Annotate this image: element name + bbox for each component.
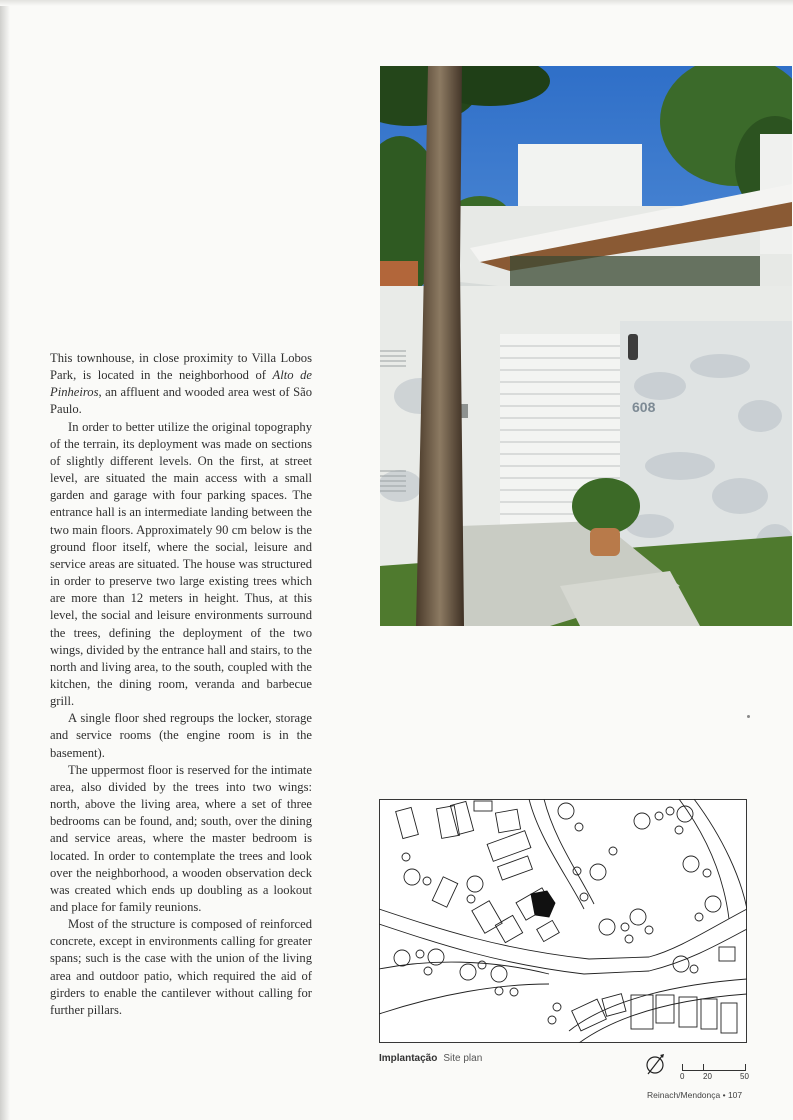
north-arrow-icon <box>644 1052 666 1083</box>
house-photo <box>380 66 792 626</box>
scale-label-0: 0 <box>680 1072 685 1081</box>
site-plan-caption <box>379 1053 482 1064</box>
paragraph-4: The uppermost floor is reserved for the intimate area, also divided by the trees into two wings: north, above the living area, where a set of three bedrooms can be found, and; south, over the dining and service areas, where the master bedroom is located. In order to contemplate the trees and look over the neighborhood, a wooden observation deck was created which ends up doubling as a lookout and place for family reunions. <box>50 762 312 914</box>
roof-box <box>518 144 642 216</box>
house-number: 608 <box>632 399 656 415</box>
tile-roof <box>380 261 418 286</box>
house-photo-illustration <box>380 66 792 626</box>
paragraph-3: A single floor shed regroups the locker, storage and service rooms (the engine room is in the basement). <box>50 711 312 760</box>
article-body <box>50 350 312 1019</box>
scale-label-20: 20 <box>703 1072 712 1081</box>
paragraph-2: In order to better utilize the original topography of the terrain, its deployment was made on sections of slightly different levels. On the first, at street level, are situated the main access with a small garden and garage with four parking spaces. The entrance hall is an intermediate landing between the two main floors. Approximately 90 cm below is the ground floor itself, where the social, leisure and service areas are situated. The house was structured in order to preserve two large existing trees which are more than 12 meters in height. Thus, at this level, the social and leisure environments surround the trees, defining the deployment of the two wings, divided by the entrance hall and stairs, to the north and living area, to the south, coupled with the kitchen, the dining room, veranda and barbecue grill. <box>50 419 312 709</box>
scale-bar-frame <box>682 1064 746 1071</box>
scale-bar-tick <box>703 1064 704 1070</box>
page-top-shadow <box>0 0 793 6</box>
paragraph-1: This townhouse, in close proximity to Villa Lobos Park, is located in the neighborhood of Alto de Pinheiros, an affluent and wooded area west of São Paulo. <box>50 351 312 417</box>
scale-label-50: 50 <box>740 1072 749 1081</box>
potted-plant-leaves <box>572 478 640 534</box>
paragraph-5: Most of the structure is composed of reinforced concrete, except in environments calling for greater spans; such is the case with the union of the living area and outdoor patio, which required the aid of girders to enable the cantilever without calling for further pillars. <box>50 917 312 1017</box>
caption-portuguese: Implantação <box>379 1053 438 1064</box>
caption-english: Site plan <box>443 1053 483 1064</box>
north-arrow-graphic <box>644 1052 666 1078</box>
page-folio: Reinach/Mendonça • 107 <box>647 1090 743 1100</box>
wall-lamp <box>628 334 638 360</box>
site-plan <box>379 799 747 1043</box>
plant-pot <box>590 528 620 556</box>
page-binding-shadow <box>0 0 10 1120</box>
site-plan-drawing <box>379 799 747 1043</box>
stray-dot <box>747 715 750 718</box>
scale-bar <box>678 1060 752 1084</box>
